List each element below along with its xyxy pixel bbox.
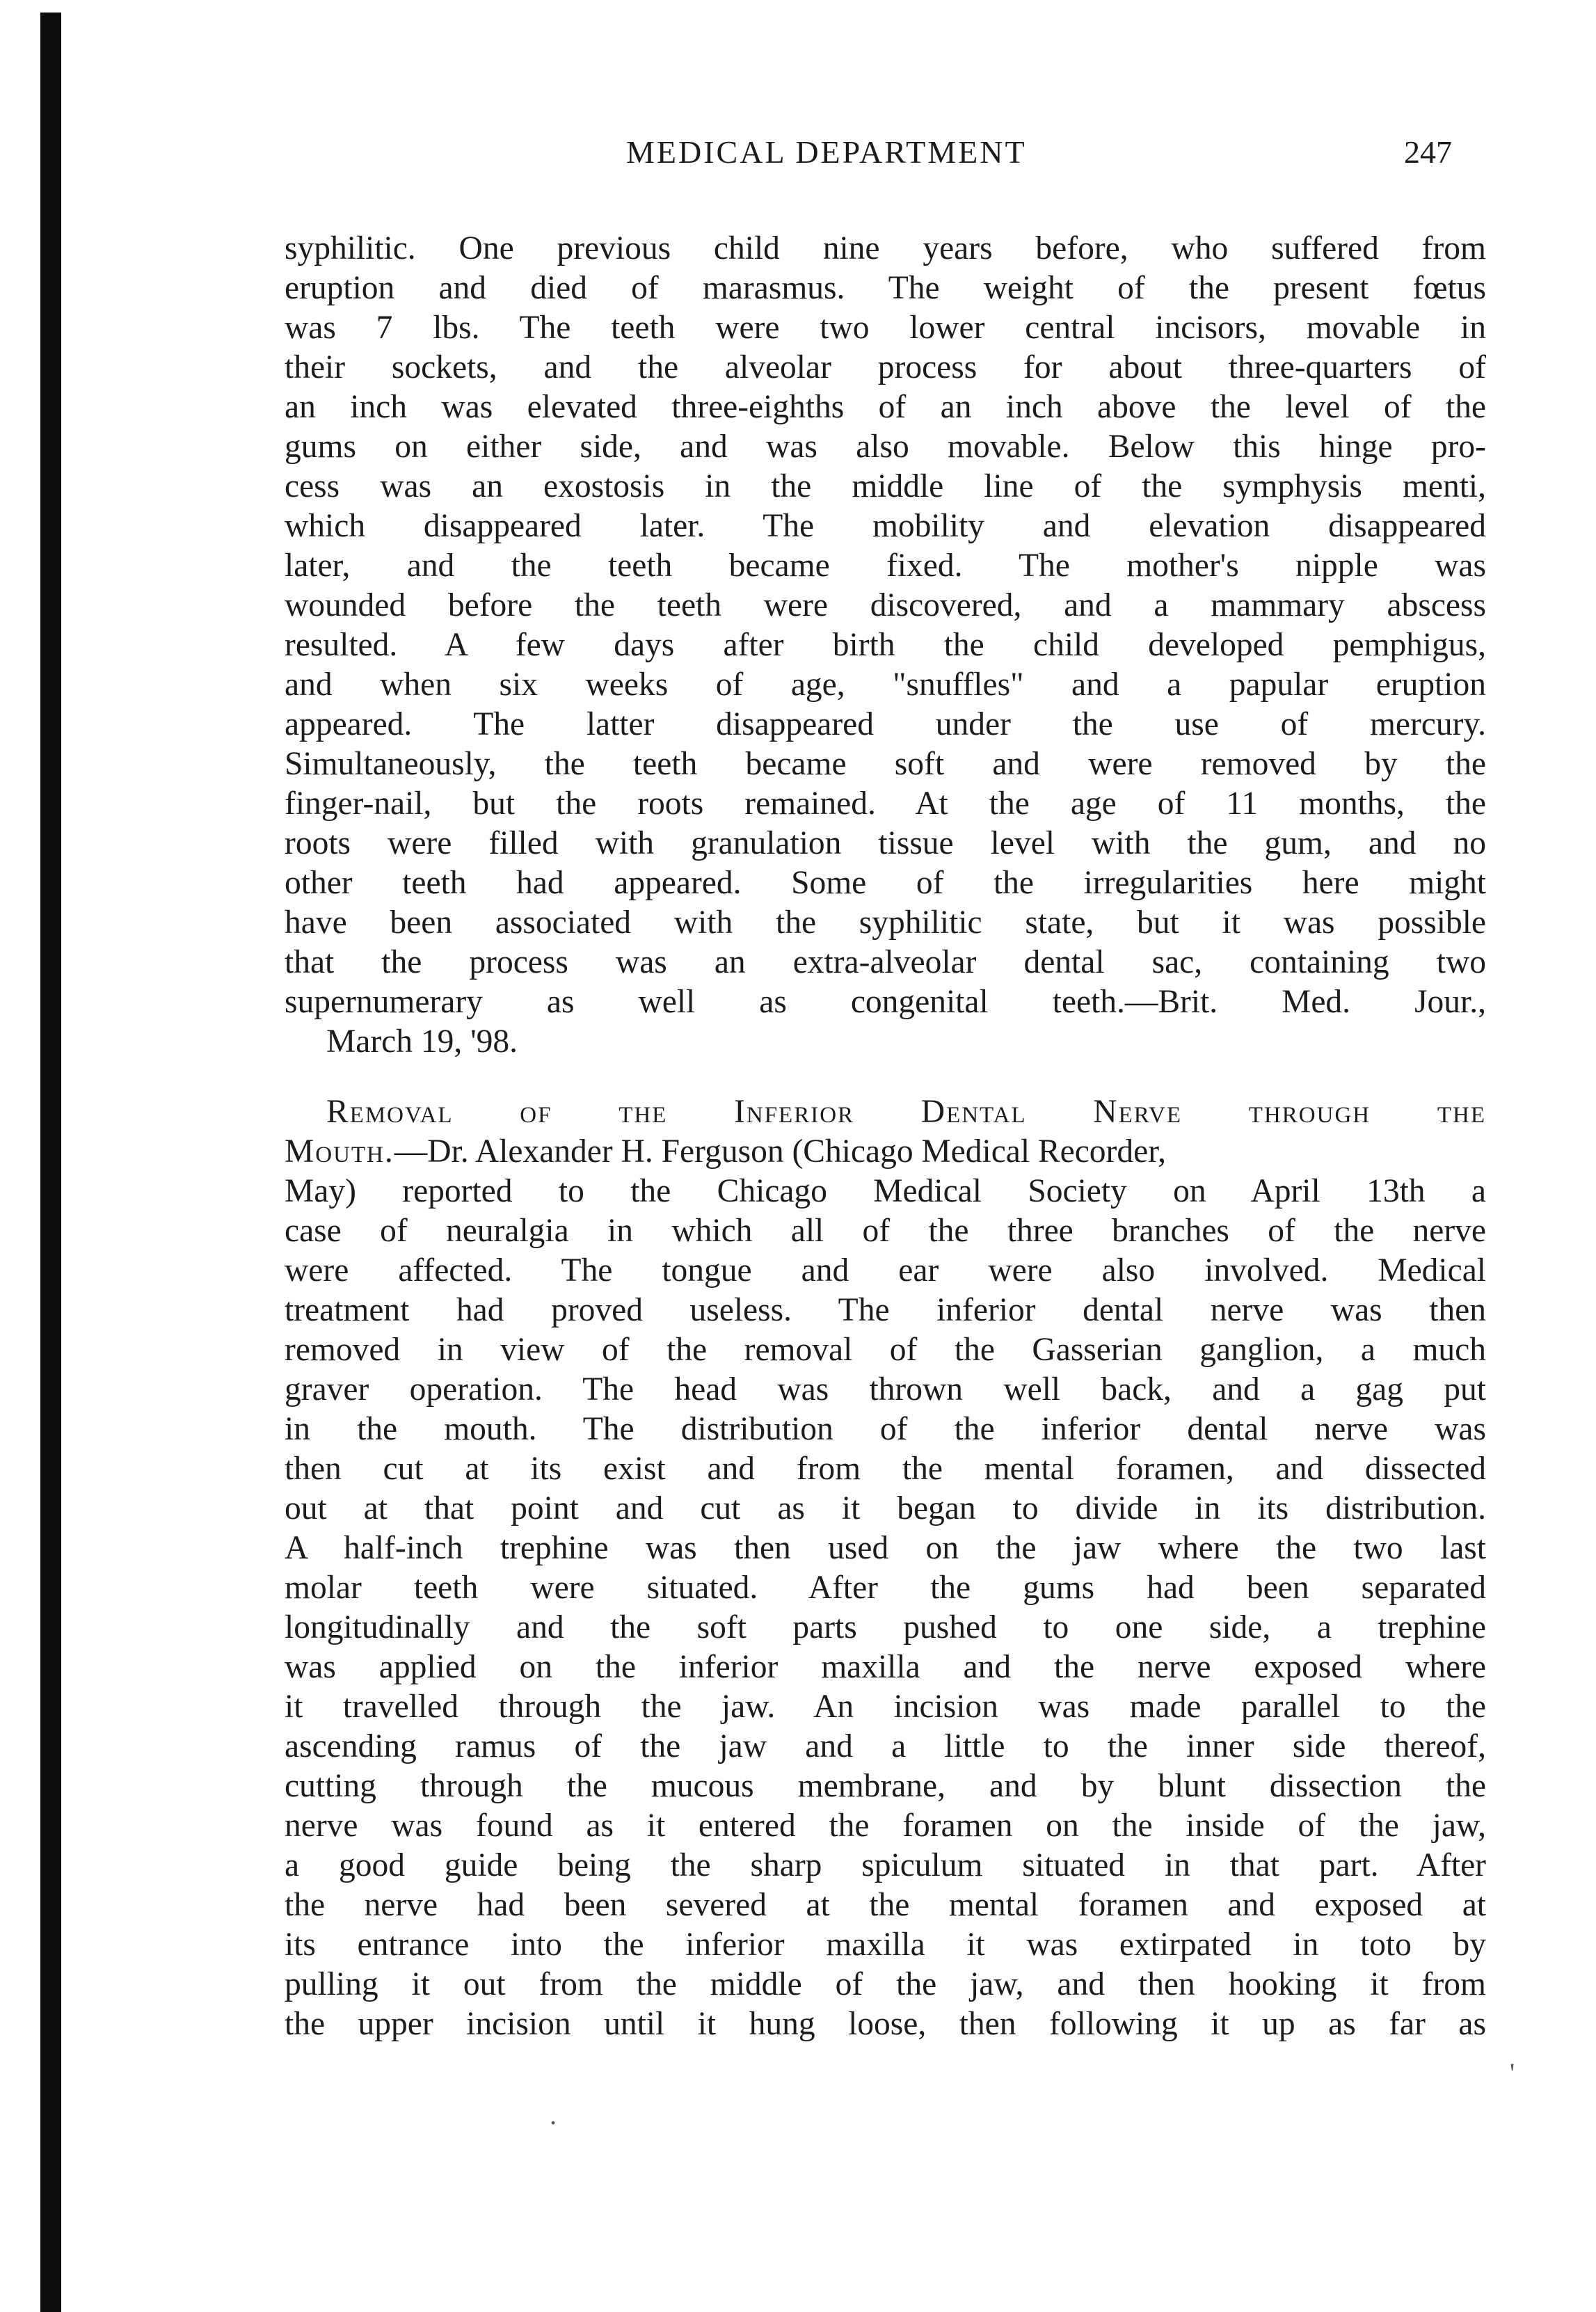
- text-line: cutting through the mucous membrane, and by blunt dissection the: [285, 1768, 1486, 1804]
- text-line: graver operation. The head was thrown well back, and a gag put: [285, 1371, 1486, 1408]
- text-line: and when six weeks of age, "snuffles" and a papular eruption: [285, 667, 1486, 703]
- text-line: eruption and died of marasmus. The weight of the present fœtus: [285, 270, 1486, 306]
- text-line: cess was an exostosis in the middle line of the symphysis menti,: [285, 468, 1486, 504]
- page-speck: .: [550, 2099, 557, 2130]
- text-line: gums on either side, and was also movable. Below this hinge pro-: [285, 429, 1486, 465]
- citation-line: March 19, '98.: [326, 1023, 518, 1060]
- text-line: pulling it out from the middle of the jaw, and then hooking it from: [285, 1966, 1486, 2002]
- text-line: molar teeth were situated. After the gums had been separated: [285, 1570, 1486, 1606]
- text-line: wounded before the teeth were discovered, and a mammary abscess: [285, 587, 1486, 623]
- text-line: nerve was found as it entered the foramen on the inside of the jaw,: [285, 1808, 1486, 1844]
- text-line: case of neuralgia in which all of the three branches of the nerve: [285, 1213, 1486, 1249]
- page-number: 247: [1404, 134, 1452, 170]
- text-line: finger-nail, but the roots remained. At the age of 11 months, the: [285, 786, 1486, 822]
- text-line: the upper incision until it hung loose, then following it up as far as: [285, 2006, 1486, 2042]
- text-line: out at that point and cut as it began to divide in its distribution.: [285, 1490, 1486, 1526]
- article-heading: [285, 1092, 1486, 1132]
- text-line: May) reported to the Chicago Medical Society on April 13th a: [285, 1173, 1486, 1209]
- text-line: syphilitic. One previous child nine years before, who suffered from: [285, 230, 1486, 266]
- text-line: an inch was elevated three-eighths of an inch above the level of the: [285, 389, 1486, 425]
- text-line: roots were filled with granulation tissue level with the gum, and no: [285, 825, 1486, 861]
- text-line: ascending ramus of the jaw and a little to the inner side thereof,: [285, 1728, 1486, 1764]
- text-line: their sockets, and the alveolar process for about three-quarters of: [285, 349, 1486, 385]
- article-heading-continued: [285, 1132, 1486, 1172]
- text-line: other teeth had appeared. Some of the irregularities here might: [285, 865, 1486, 901]
- text-line: it travelled through the jaw. An incision was made parallel to the: [285, 1689, 1486, 1725]
- text-line: have been associated with the syphilitic state, but it was possible: [285, 904, 1486, 941]
- text-line: the nerve had been severed at the mental foramen and exposed at: [285, 1887, 1486, 1923]
- text-line: its entrance into the inferior maxilla it was extirpated in toto by: [285, 1927, 1486, 1963]
- text-line: in the mouth. The distribution of the inferior dental nerve was: [285, 1411, 1486, 1447]
- text-line: that the process was an extra-alveolar dental sac, containing two: [285, 944, 1486, 980]
- running-title: MEDICAL DEPARTMENT: [626, 134, 1027, 170]
- text-line: then cut at its exist and from the mental foramen, and dissected: [285, 1451, 1486, 1487]
- text-line: appeared. The latter disappeared under the use of mercury.: [285, 706, 1486, 742]
- text-line: later, and the teeth became fixed. The mother's nipple was: [285, 548, 1486, 584]
- text-line: treatment had proved useless. The inferior dental nerve was then: [285, 1292, 1486, 1328]
- text-line: was applied on the inferior maxilla and the nerve exposed where: [285, 1649, 1486, 1685]
- binding-edge: [40, 13, 61, 2312]
- continued-paragraph: [285, 229, 1486, 1062]
- article-nerve-removal: [285, 1092, 1486, 2044]
- text-line: A half-inch trephine was then used on the jaw where the two last: [285, 1530, 1486, 1566]
- text-line: longitudinally and the soft parts pushed to one side, a trephine: [285, 1609, 1486, 1645]
- text-line: Simultaneously, the teeth became soft and were removed by the: [285, 746, 1486, 782]
- article-heading-end: Mouth.: [285, 1133, 394, 1170]
- text-line: removed in view of the removal of the Gasserian ganglion, a much: [285, 1332, 1486, 1368]
- article-heading-text: Removal of the Inferior Dental Nerve through the: [326, 1094, 1486, 1130]
- text-line: were affected. The tongue and ear were also involved. Medical: [285, 1252, 1486, 1289]
- text-line: supernumerary as well as congenital teeth.—Brit. Med. Jour.,: [285, 984, 1486, 1020]
- article-first-line: —Dr. Alexander H. Ferguson (Chicago Medical Recorder,: [394, 1133, 1166, 1170]
- text-line: was 7 lbs. The teeth were two lower central incisors, movable in: [285, 310, 1486, 346]
- text-line: resulted. A few days after birth the child developed pemphigus,: [285, 627, 1486, 663]
- text-line: a good guide being the sharp spiculum situated in that part. After: [285, 1847, 1486, 1883]
- margin-speck: ': [1510, 2057, 1515, 2089]
- text-line: which disappeared later. The mobility and elevation disappeared: [285, 508, 1486, 544]
